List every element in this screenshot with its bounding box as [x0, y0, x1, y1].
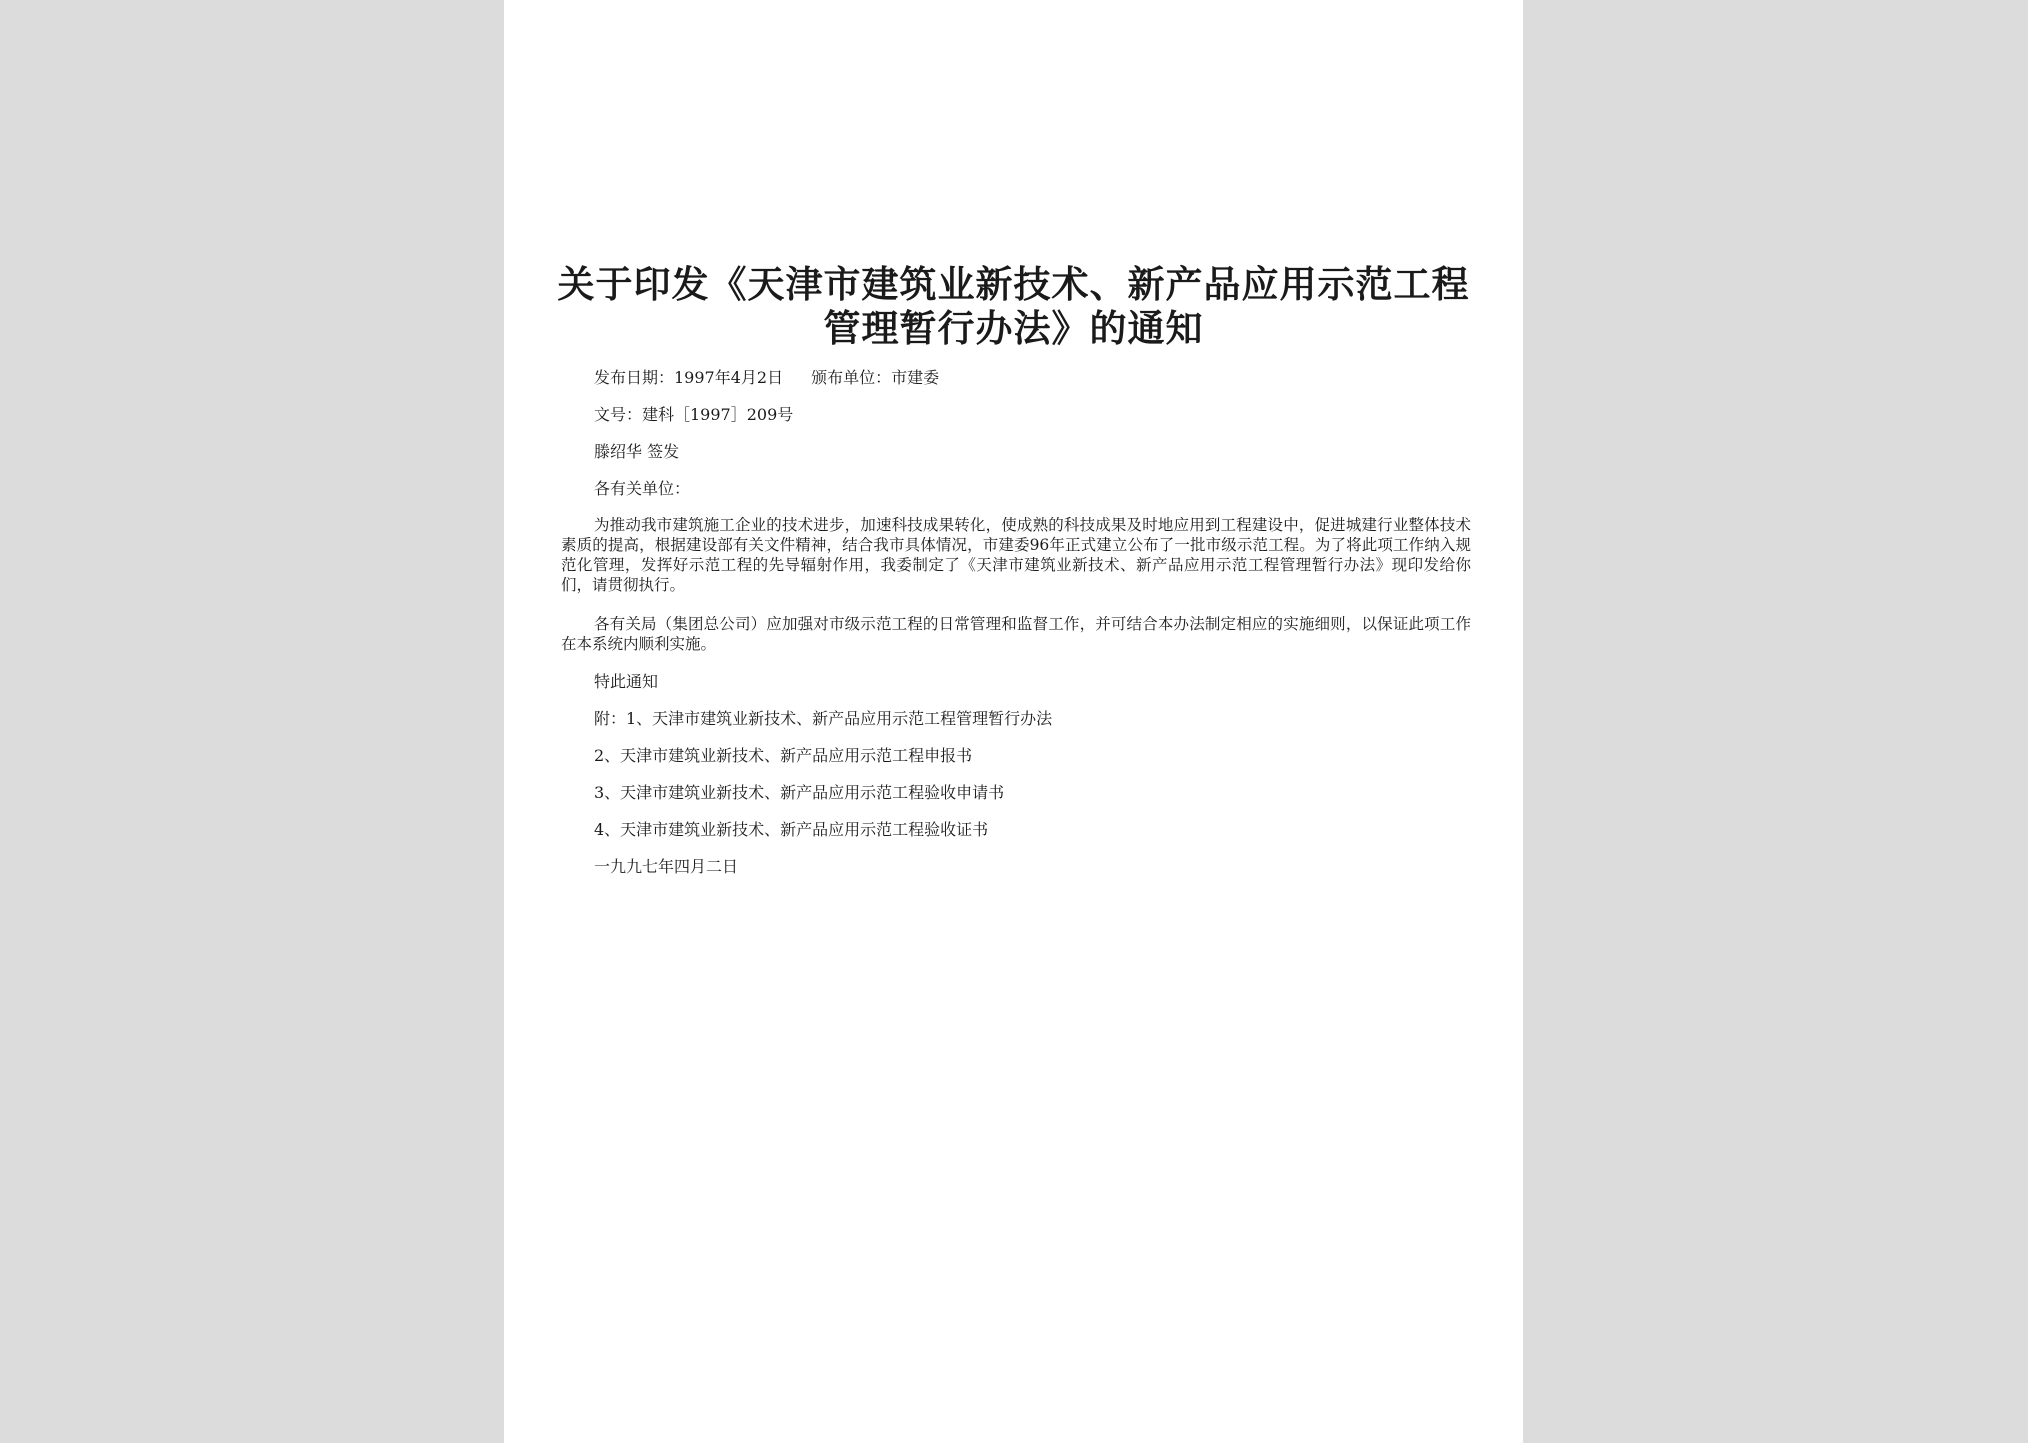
document-page: [504, 0, 1523, 1443]
salutation: 各有关单位：: [594, 479, 691, 498]
doc-number: 文号：建科［1997］209号: [594, 405, 794, 424]
document-date: 一九九七年四月二日: [594, 857, 739, 876]
meta-line-date-issuer: [594, 368, 939, 388]
issuer: 颁布单位：市建委: [811, 368, 940, 387]
title-line-1: 关于印发《天津市建筑业新技术、新产品应用示范工程: [557, 262, 1470, 306]
signer: 滕绍华 签发: [594, 442, 680, 461]
title-line-2: 管理暂行办法》的通知: [823, 306, 1204, 350]
publish-date: 发布日期：1997年4月2日: [594, 368, 784, 387]
body-paragraph-2: 各有关局（集团总公司）应加强对市级示范工程的日常管理和监督工作，并可结合本办法制定相应的实施细则，以保证此项工作在本系统内顺利实施。: [561, 615, 1471, 653]
attachment-4: 4、天津市建筑业新技术、新产品应用示范工程验收证书: [594, 820, 989, 839]
closing: 特此通知: [594, 672, 659, 691]
attachment-2: 2、天津市建筑业新技术、新产品应用示范工程申报书: [594, 746, 973, 765]
document-title: [544, 262, 1483, 350]
attachment-1: 附：1、天津市建筑业新技术、新产品应用示范工程管理暂行办法: [594, 709, 1053, 728]
body-paragraph-1: 为推动我市建筑施工企业的技术进步，加速科技成果转化，使成熟的科技成果及时地应用到工程建设中，促进城建行业整体技术素质的提高，根据建设部有关文件精神，结合我市具体情况，市建委96年正式建立公布了一批市级示范工程。为了将此项工作纳入规范化管理，发挥好示范工程的先导辐射作用，我委制定了《天津市建筑业新技术、新产品应用示范工程管理暂行办法》现印发给你们，请贯彻执行。: [561, 516, 1471, 594]
attachment-3: 3、天津市建筑业新技术、新产品应用示范工程验收申请书: [594, 783, 1005, 802]
